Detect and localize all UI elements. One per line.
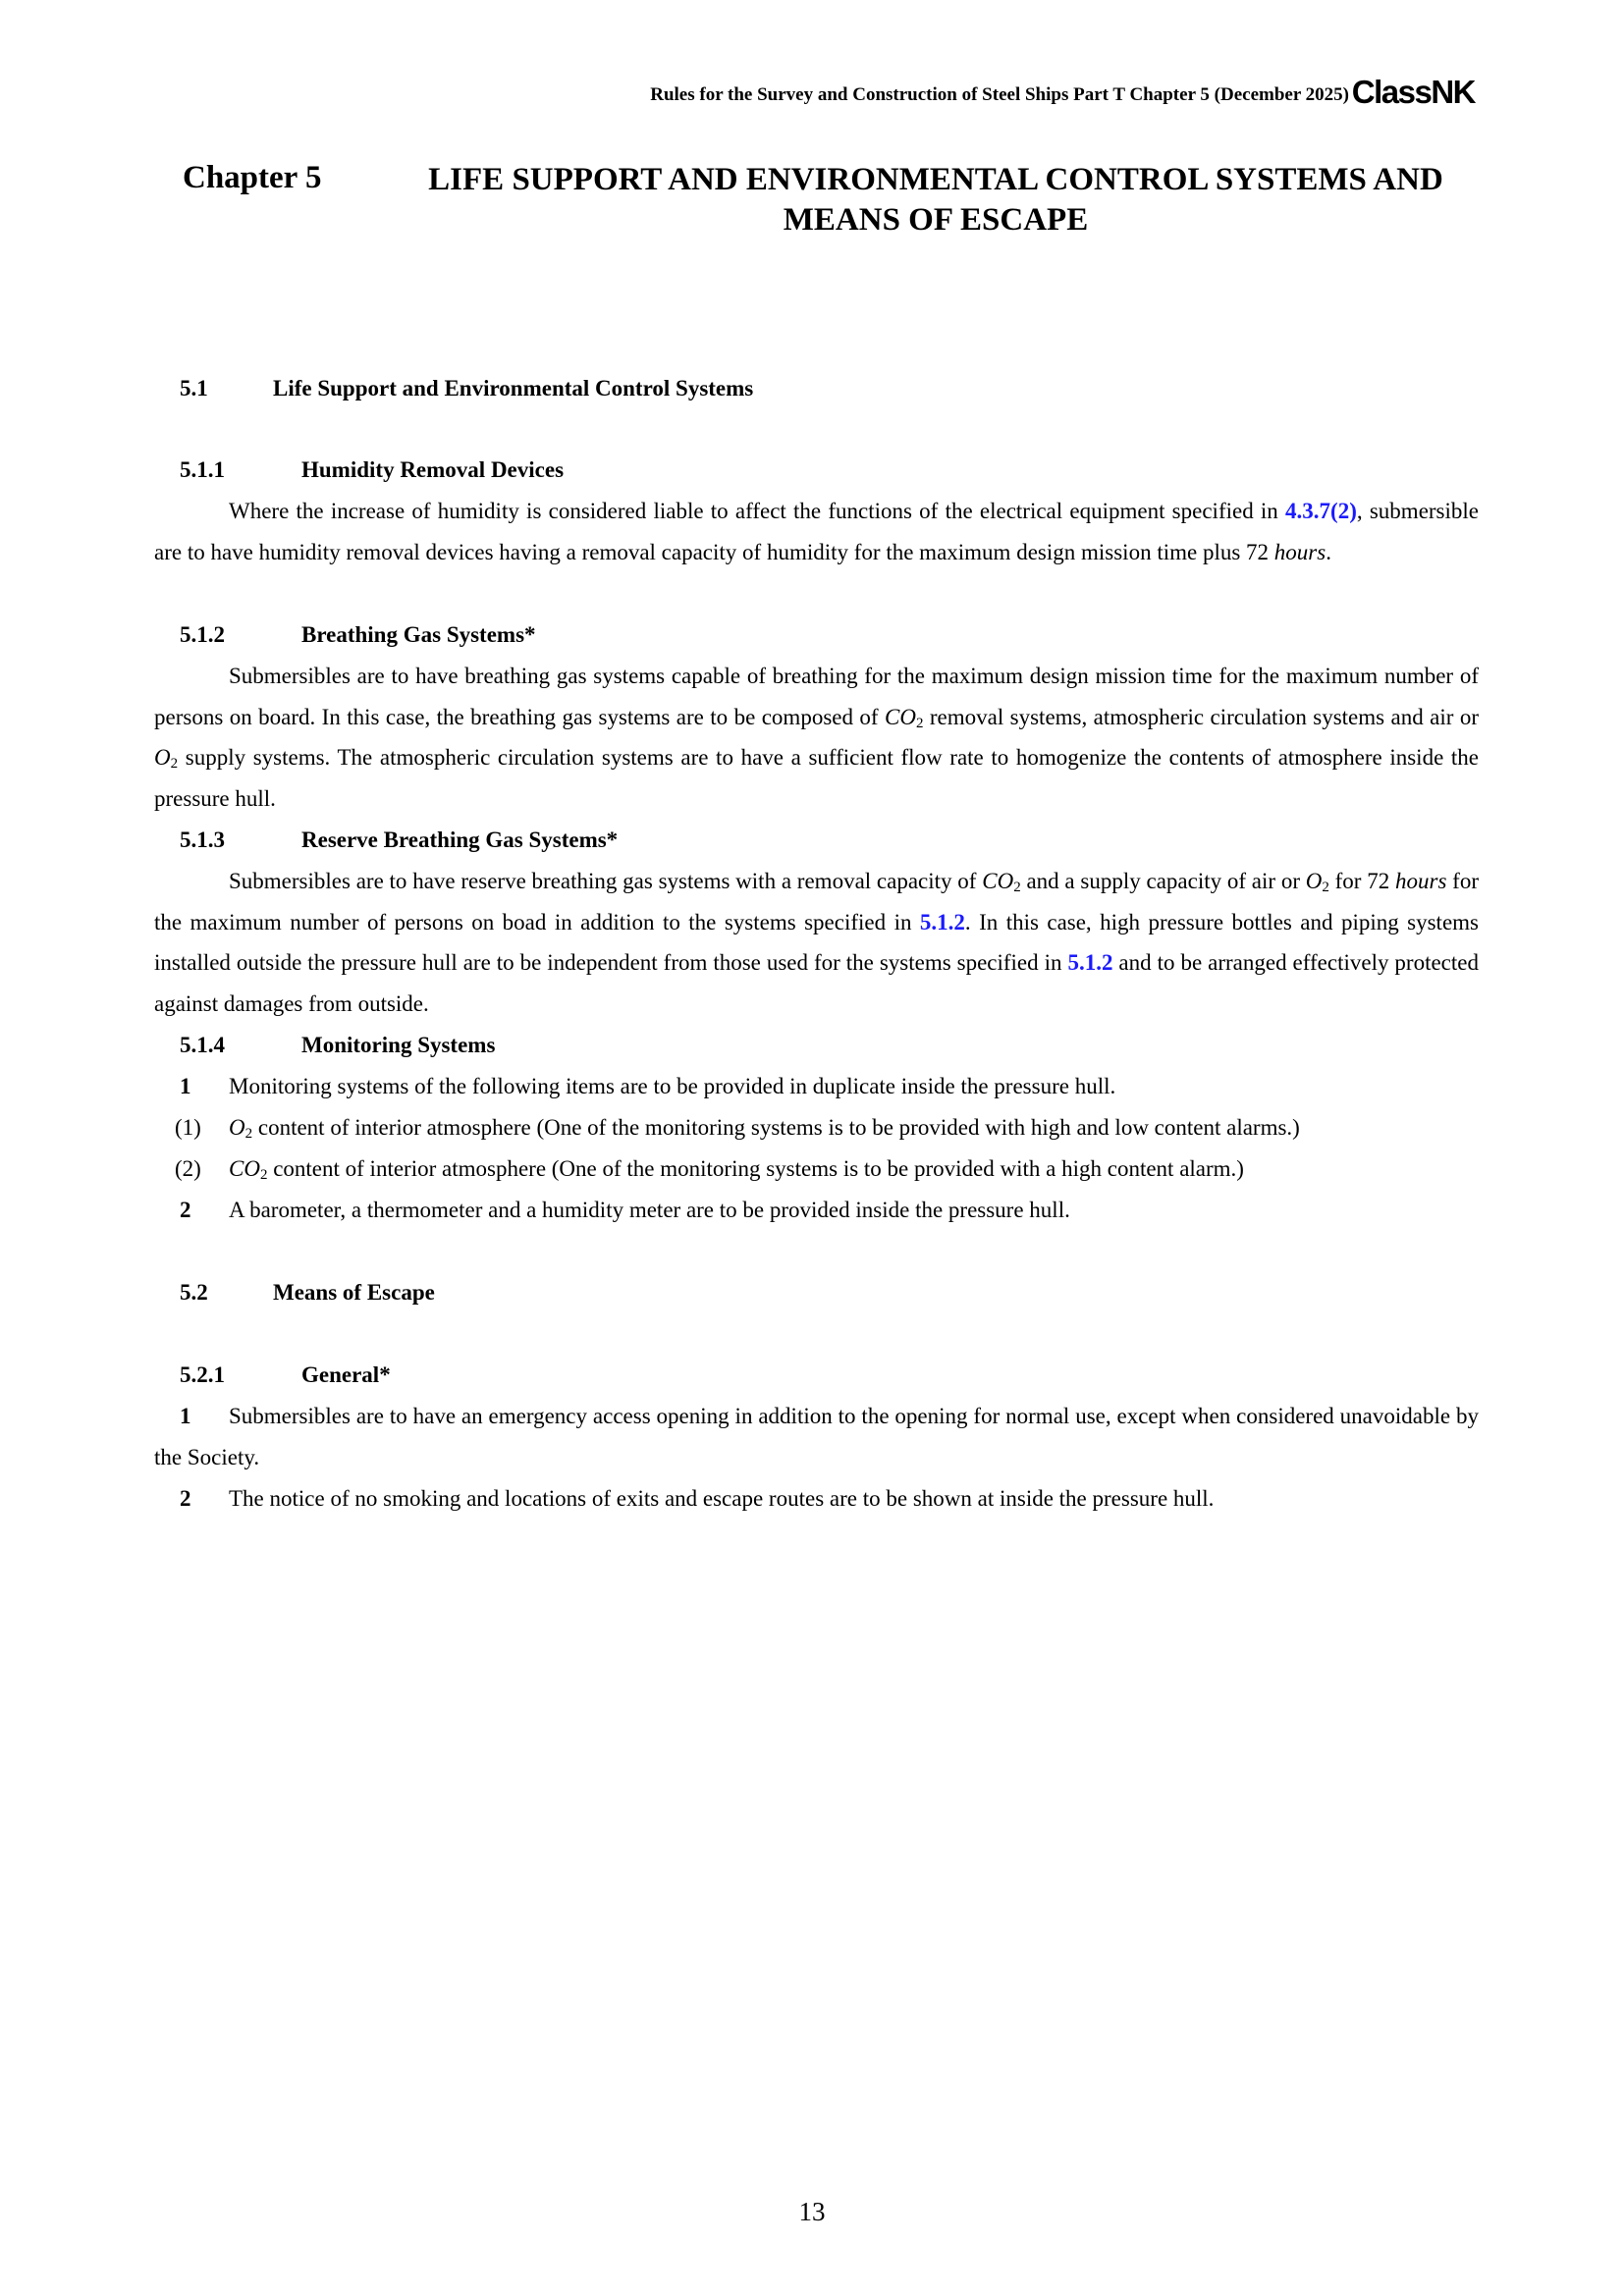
subsection-title-5-1-1: Humidity Removal Devices — [301, 457, 565, 482]
subsection-title-5-1-4: Monitoring Systems — [301, 1033, 496, 1057]
cross-reference-link[interactable]: 4.3.7(2) — [1285, 499, 1357, 523]
classnk-logo: ClassNK — [1351, 74, 1475, 110]
section-number-5-1: 5.1 — [180, 376, 208, 400]
subsection-title-5-1-2: Breathing Gas Systems* — [301, 622, 536, 647]
item-marker: (2) — [175, 1156, 201, 1181]
chapter-number: Chapter 5 — [183, 160, 322, 195]
cross-reference-link[interactable]: 5.1.2 — [1067, 950, 1113, 976]
subsection-number-5-1-4: 5.1.4 — [180, 1033, 225, 1057]
paragraph-text: A barometer, a thermometer and a humidity meter are to be provided inside the pressure hull. — [229, 1198, 1070, 1222]
subsection-number-5-1-1: 5.1.1 — [180, 457, 225, 482]
cross-reference-link[interactable]: 5.1.2 — [919, 909, 965, 934]
page-number: 13 — [798, 2197, 826, 2226]
running-header: Rules for the Survey and Construction of Steel Ships Part T Chapter 5 (December 2025) — [650, 84, 1349, 105]
subsection-number-5-1-2: 5.1.2 — [180, 622, 225, 647]
section-title-5-2: Means of Escape — [273, 1280, 435, 1305]
paragraph-marker: 2 — [180, 1486, 191, 1511]
paragraph-5-1-1: Where the increase of humidity is considered liable to affect the functions of the electrical equipment specified in 4.3.7(2), submersible are to have humidity removal devices having a removal capacity of humidity for the maximum design mission time plus 72 hours. — [154, 499, 1479, 564]
section-title-5-1: Life Support and Environmental Control Systems — [273, 376, 754, 400]
paragraph-text: The notice of no smoking and locations of exits and escape routes are to be shown at inside the pressure hull. — [229, 1486, 1215, 1511]
subsection-title-5-2-1: General* — [301, 1362, 391, 1387]
subsection-number-5-2-1: 5.2.1 — [180, 1362, 225, 1387]
item-text: $CO_2$ content of interior atmosphere (One of the monitoring systems is to be provided with a high content alarm.) — [229, 1156, 1244, 1183]
paragraph-5-2-1-1: Submersibles are to have an emergency access opening in addition to the opening for normal use, except when considered unavoidable by the Society. — [154, 1404, 1479, 1469]
chapter-title: LIFE SUPPORT AND ENVIRONMENTAL CONTROL SYSTEMS AND MEANS OF ESCAPE — [428, 162, 1443, 238]
item-marker: (1) — [175, 1115, 201, 1140]
paragraph-text: Monitoring systems of the following items are to be provided in duplicate inside the pressure hull. — [229, 1074, 1116, 1098]
section-number-5-2: 5.2 — [180, 1280, 208, 1305]
subsection-title-5-1-3: Reserve Breathing Gas Systems* — [301, 828, 619, 852]
paragraph-5-1-2: Submersibles are to have breathing gas systems capable of breathing for the maximum design mission time for the maximum number of persons on board. In this case, the breathing gas systems are to be composed of $CO_2$ removal systems, atmospheric circulation systems and air or $O_2$ supply systems. The atmospheric circulation systems are to have a sufficient flow rate to homogenize the contents of atmosphere inside the pressure hull. — [154, 664, 1479, 812]
paragraph-5-1-3: Submersibles are to have reserve breathing gas systems with a removal capacity of $CO_2$ and a supply capacity of air or $O_2$ for 72 hours for the maximum number of persons on boad in addition to the systems specified in 5.1.2. In this case, high pressure bottles and piping systems installed outside the pressure hull are to be independent from those used for the systems specified in 5.1.2 and to be arranged effectively protected against damages from outside. — [154, 869, 1479, 1017]
subsection-number-5-1-3: 5.1.3 — [180, 828, 225, 852]
paragraph-marker: 1 — [180, 1404, 191, 1428]
paragraph-marker: 1 — [180, 1074, 191, 1098]
paragraph-marker: 2 — [180, 1198, 191, 1222]
item-text: $O_2$ content of interior atmosphere (One of the monitoring systems is to be provided with high and low content alarms.) — [229, 1115, 1300, 1142]
